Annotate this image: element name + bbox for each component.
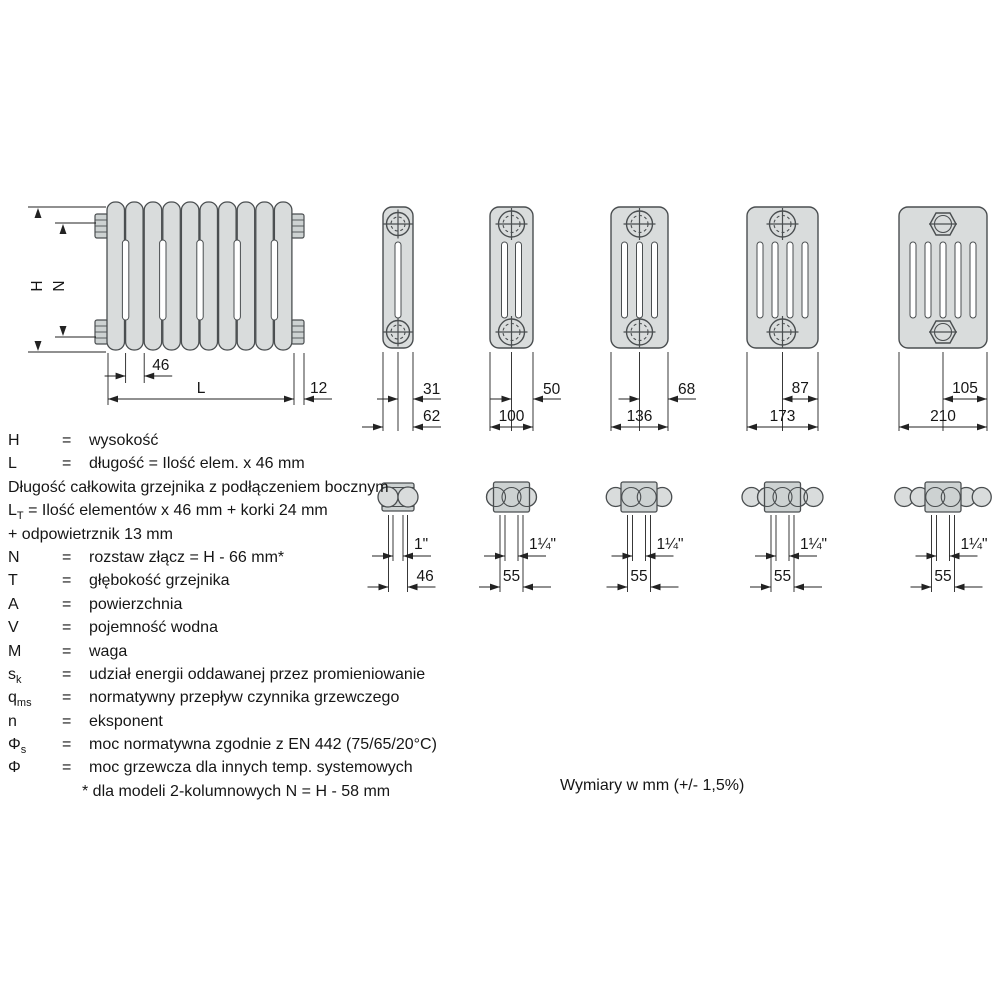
element-width-label: 46 <box>152 357 170 374</box>
element-pitch-label: 55 <box>934 568 952 585</box>
equals-sign: = <box>62 642 72 660</box>
legend-text: waga <box>89 642 128 660</box>
legend-row-phi <box>8 756 556 779</box>
legend-symbol: M <box>8 642 22 660</box>
nipple-hub <box>925 482 961 512</box>
equals-sign: = <box>62 548 72 566</box>
pitch-label: N <box>51 280 68 292</box>
legend-symbol: q <box>8 689 17 707</box>
legend-row-LT: $L_T$ = Ilość elementów x 46 mm + korki 24 mm <box>8 502 328 523</box>
equals-sign: = <box>62 455 72 473</box>
radiator-tube <box>107 202 125 350</box>
legend-text: długość = Ilość elem. x 46 mm <box>89 455 305 473</box>
height-label: H <box>29 280 46 292</box>
equals-sign: = <box>62 619 72 637</box>
full-width-label: 100 <box>498 408 525 425</box>
thread-size-label: 1¼" <box>529 536 557 553</box>
equals-sign: = <box>62 432 72 449</box>
legend-row-V <box>8 616 556 639</box>
cross-section-2-column <box>362 207 441 431</box>
column-slot <box>622 242 628 318</box>
legend-row-N <box>8 546 556 569</box>
half-width-label: 105 <box>952 380 978 397</box>
column-slot <box>955 242 961 318</box>
tube-gap-slot <box>160 240 166 320</box>
legend-row-n <box>8 710 556 733</box>
legend-symbol: L <box>8 502 17 520</box>
column-slot <box>757 242 763 318</box>
legend-symbol: n <box>8 712 17 730</box>
full-width-label: 136 <box>626 408 653 425</box>
legend-symbol: s <box>8 665 16 683</box>
legend-symbol: Φ <box>8 736 21 754</box>
section-dimensions <box>490 352 561 431</box>
legend-row-footnote <box>8 780 556 803</box>
tube-circle <box>804 488 823 507</box>
equals-sign: = <box>62 759 72 777</box>
section-dimensions <box>362 352 441 431</box>
full-width-label: 173 <box>769 408 796 425</box>
legend-row-qms: $q_{ms}$ = normatywny przepływ czynnika grzewczego <box>8 686 556 709</box>
column-slot <box>925 242 931 318</box>
legend-symbol: L <box>8 455 17 473</box>
radiator-tube <box>181 202 199 350</box>
legend-symbol: A <box>8 595 19 613</box>
column-slot <box>970 242 976 318</box>
half-width-label: 50 <box>543 381 561 398</box>
column-slot <box>802 242 808 318</box>
legend-row-H <box>8 429 556 452</box>
legend-symbol: Φ <box>8 759 21 777</box>
tube-circle <box>972 488 991 507</box>
column-slot <box>652 242 658 318</box>
legend-text: wysokość <box>89 432 159 449</box>
tube-gap-slot <box>234 240 240 320</box>
end-cap-label: 12 <box>310 380 328 397</box>
equals-sign: = <box>62 689 72 707</box>
legend-text: powierzchnia <box>89 595 183 613</box>
radiator-tube <box>219 202 237 350</box>
top-view-5-tube <box>742 482 827 592</box>
thread-size-label: 1¼" <box>656 536 684 553</box>
column-slot <box>516 242 522 318</box>
full-width-label: 62 <box>423 408 441 425</box>
top-view-6-tube <box>895 482 992 592</box>
legend-text: moc normatywna zgodnie z EN 442 (75/65/20°C) <box>89 736 437 754</box>
cross-section-6-column <box>899 207 987 431</box>
half-width-label: 68 <box>678 381 696 398</box>
tube-gap-slot <box>197 240 203 320</box>
cross-section-4-column <box>611 207 696 431</box>
nipple-hub <box>621 482 657 512</box>
radiator-tube <box>256 202 273 350</box>
section-dimensions <box>611 352 696 431</box>
equals-sign: = <box>62 572 72 590</box>
cross-section-5-column <box>747 207 818 431</box>
legend-text: eksponent <box>89 712 163 730</box>
legend-row-L <box>8 452 556 475</box>
tube-gap-slot <box>122 240 128 320</box>
legend-row-sk: $s_k$ = udział energii oddawanej przez promieniowanie <box>8 663 556 686</box>
column-slot <box>910 242 916 318</box>
dimensions-note: Wymiary w mm (+/- 1,5%) <box>560 777 745 794</box>
element-pitch-label: 55 <box>773 568 792 585</box>
column-slot <box>502 242 508 318</box>
section-dimensions <box>899 352 987 431</box>
half-width-label: 87 <box>791 380 809 397</box>
legend-symbol: T <box>8 572 18 590</box>
equals-sign: = <box>62 736 72 754</box>
column-slot <box>940 242 946 318</box>
legend-row-T <box>8 569 556 592</box>
legend-text: pojemność wodna <box>89 619 218 637</box>
cross-section-3-column <box>490 207 561 431</box>
element-pitch-label: 46 <box>416 568 434 585</box>
legend-symbol: V <box>8 619 19 637</box>
legend-symbol: H <box>8 432 20 449</box>
radiator-tube <box>144 202 162 350</box>
equals-sign: = <box>62 595 72 613</box>
radiator-front-view <box>95 202 304 350</box>
equals-sign: = <box>62 665 72 683</box>
legend-text: Długość całkowita grzejnika z podłączeniem bocznym <box>8 478 389 496</box>
legend-row-A <box>8 593 556 616</box>
thread-size-label: 1¼" <box>960 536 988 553</box>
tube-gap-slot <box>271 240 277 320</box>
legend-row-total-length <box>8 476 556 499</box>
element-pitch-label: 55 <box>502 568 521 585</box>
column-slot <box>637 242 643 318</box>
legend <box>8 429 556 803</box>
top-view-4-tube <box>606 482 683 592</box>
legend-text: udział energii oddawanej przez promieniowanie <box>89 665 426 683</box>
legend-row-phi-s: $\Phi_s$ = moc normatywna zgodnie z EN 442 (75/65/20°C) <box>8 733 556 756</box>
height-dimension <box>28 207 106 352</box>
legend-text: * dla modeli 2-kolumnowych N = H - 58 mm <box>82 782 391 800</box>
length-label: L <box>196 380 206 397</box>
fitting-dimensions <box>607 515 684 592</box>
fitting-dimensions <box>750 515 827 592</box>
section-dimensions <box>747 352 818 431</box>
fitting-dimensions <box>911 515 988 592</box>
legend-text: normatywny przepływ czynnika grzewczego <box>89 689 400 707</box>
thread-size-label: 1" <box>414 536 429 553</box>
element-pitch-label: 55 <box>630 568 648 585</box>
legend-text: głębokość grzejnika <box>89 572 230 590</box>
legend-text: = Ilość elementów x 46 mm + korki 24 mm <box>23 502 328 520</box>
column-slot <box>395 242 401 318</box>
legend-row-air-vent <box>8 523 556 546</box>
half-width-label: 31 <box>423 381 441 398</box>
equals-sign: = <box>62 712 72 730</box>
column-slot <box>772 242 778 318</box>
legend-text: moc grzewcza dla innych temp. systemowych <box>89 759 413 777</box>
nipple-hub <box>765 482 801 512</box>
legend-row-M <box>8 640 556 663</box>
column-slot <box>787 242 793 318</box>
legend-text: rozstaw złącz = H - 66 mm* <box>89 548 285 566</box>
full-width-label: 210 <box>930 408 956 425</box>
thread-size-label: 1¼" <box>800 536 828 553</box>
legend-symbol: N <box>8 548 20 566</box>
legend-text: + odpowietrznik 13 mm <box>8 525 173 543</box>
front-view-dimensions <box>105 353 332 405</box>
